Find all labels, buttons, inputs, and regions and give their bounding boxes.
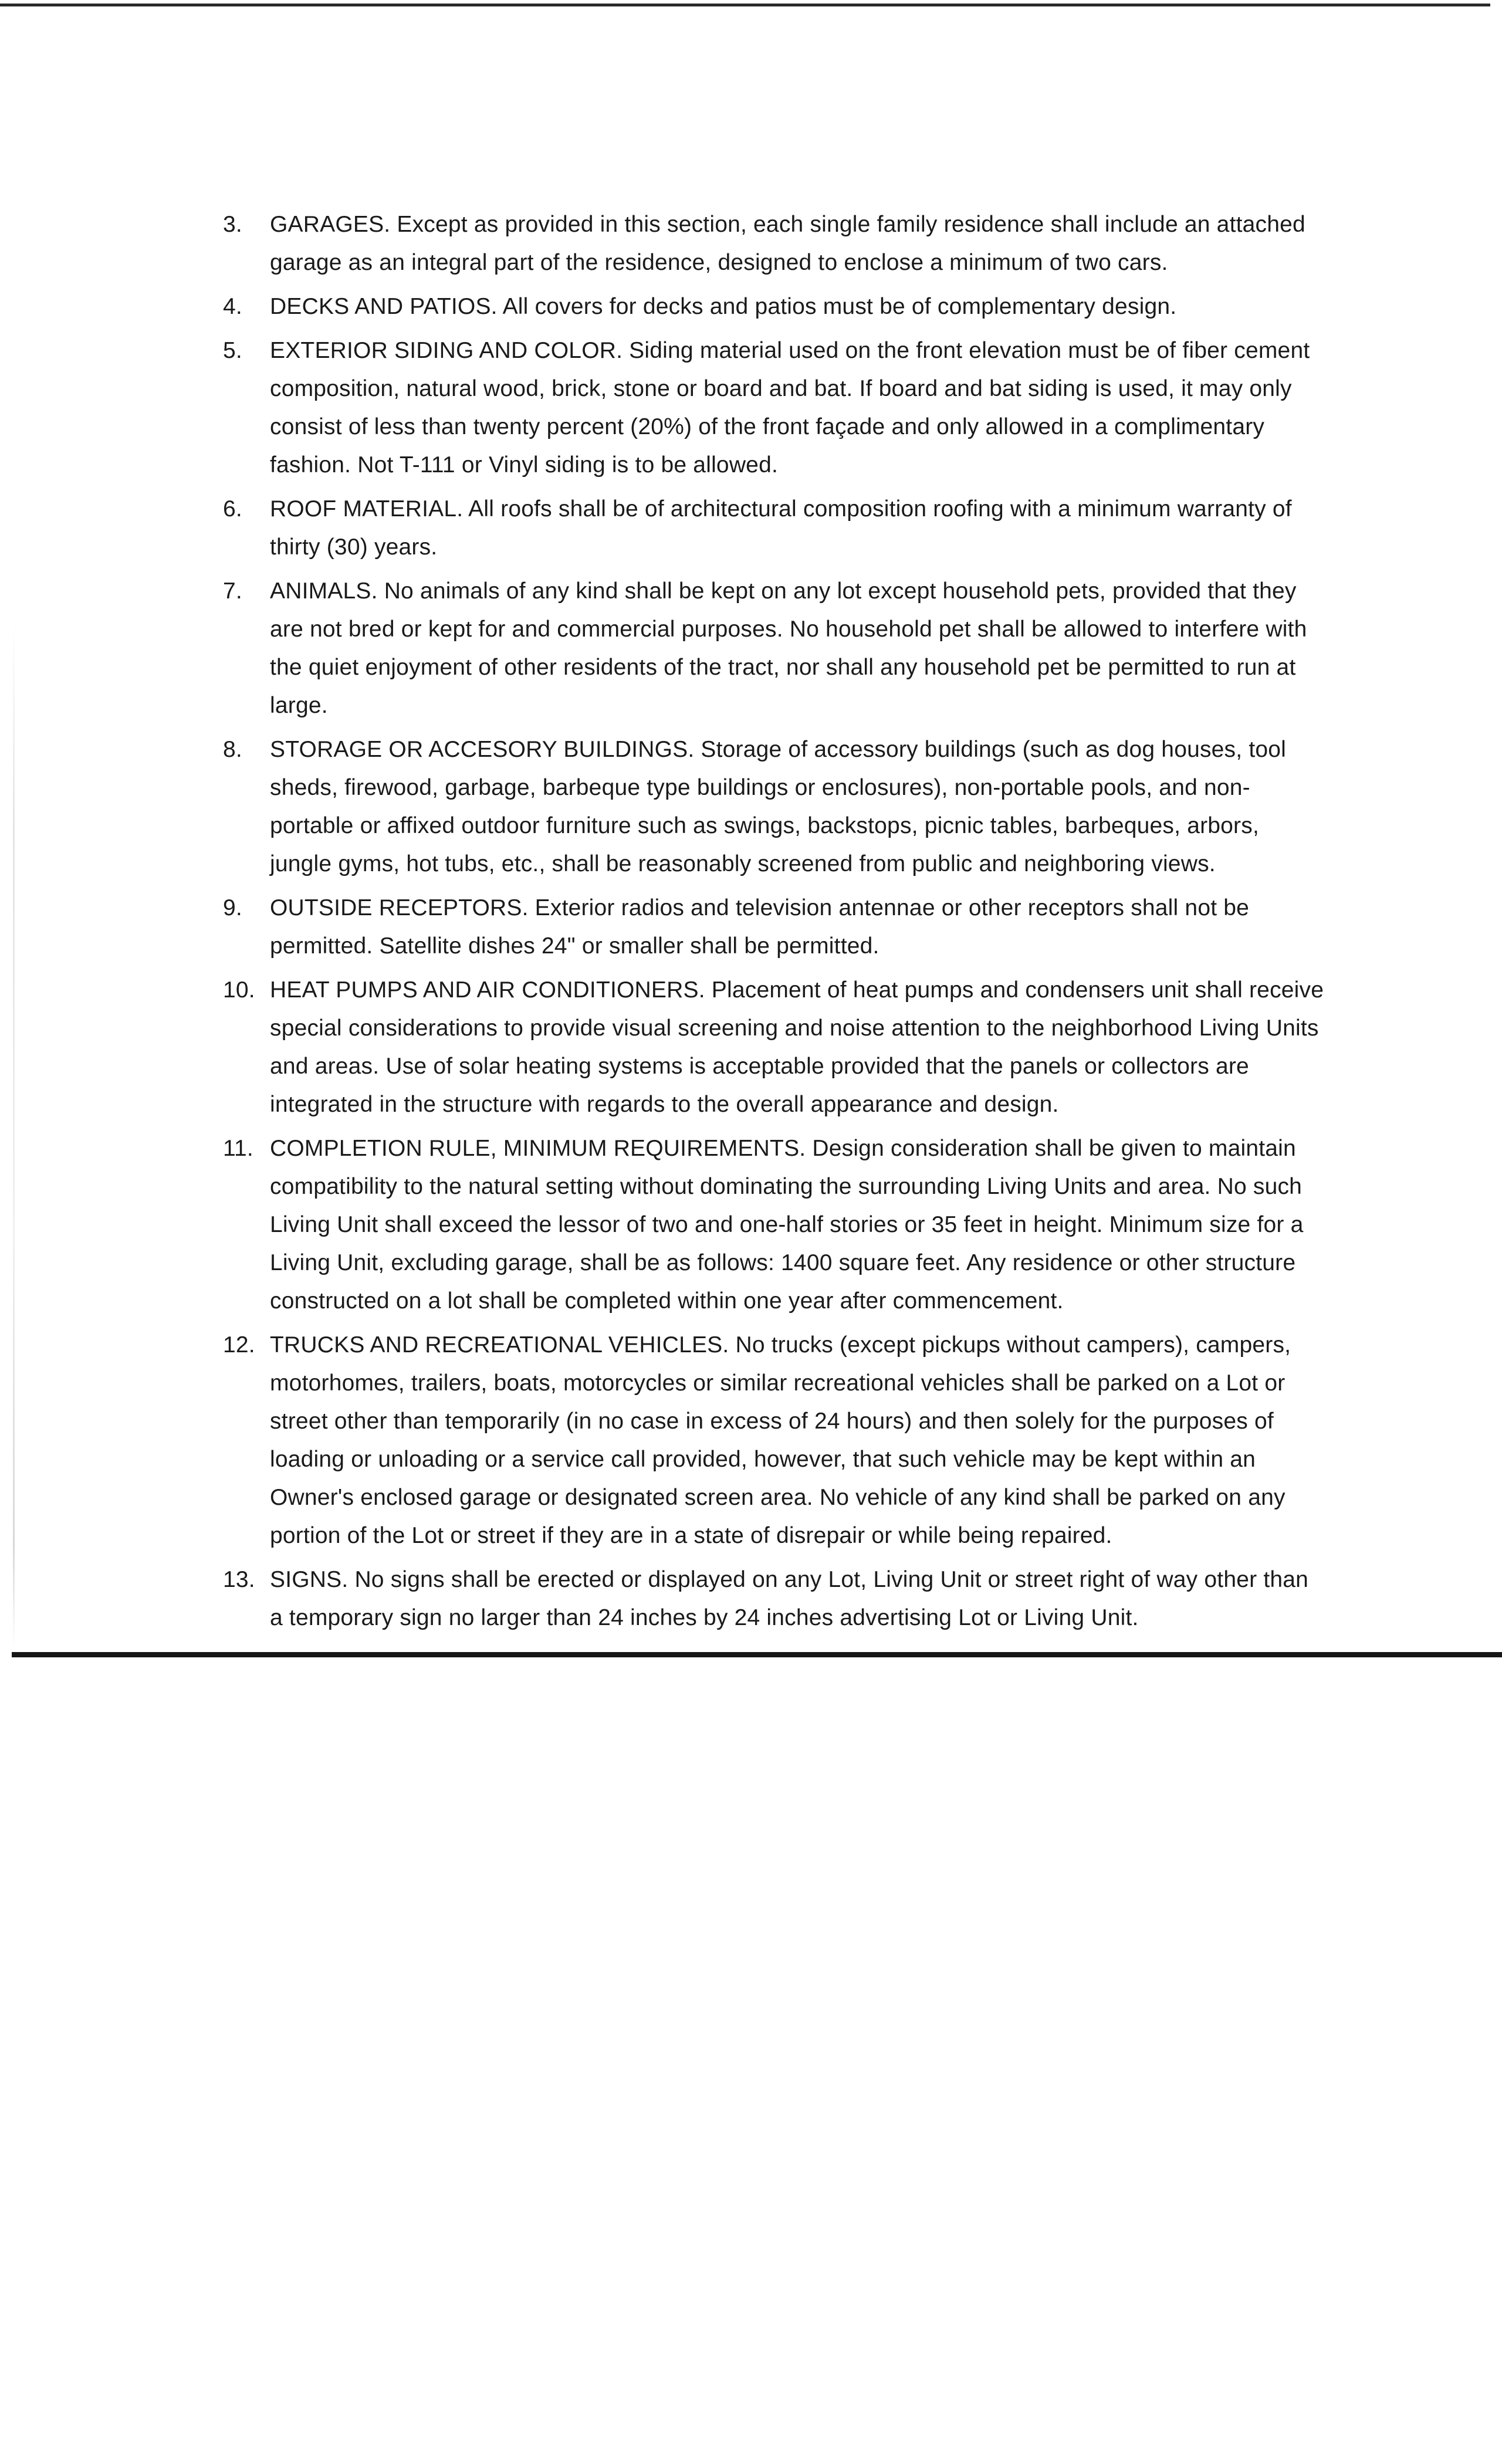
item-heading: GARAGES. bbox=[270, 212, 397, 237]
list-item bbox=[223, 889, 1326, 965]
item-text: Except as provided in this section, each single family residence shall include an attached garage as an integral part of the residence, designed to enclose a minimum of two cars. bbox=[270, 212, 1305, 275]
list-item bbox=[223, 205, 1326, 282]
top-border-line bbox=[0, 4, 1490, 6]
item-number: 6. bbox=[223, 496, 242, 522]
item-number: 4. bbox=[223, 294, 242, 319]
item-text: No animals of any kind shall be kept on any lot except household pets, provided that they are not bred or kept for and commercial purposes. No household pet shall be allowed to interfere with the quiet enjoyment of other residents of the tract, nor shall any household pet be permitted to run at large. bbox=[270, 578, 1307, 718]
item-text: Siding material used on the front elevation must be of fiber cement composition, natural wood, brick, stone or board and bat. If board and bat siding is used, it may only consist of less than twenty percent (20%) of the front façade and only allowed in a complimentary fashion. Not T-111 or Vinyl siding is to be allowed. bbox=[270, 338, 1310, 478]
covenant-list bbox=[223, 205, 1326, 1637]
list-item bbox=[223, 971, 1326, 1123]
item-text: Design consideration shall be given to maintain compatibility to the natural setting without dominating the surrounding Living Units and area. No such Living Unit shall exceed the lessor of two and one-half stories or 35 feet in height. Minimum size for a Living Unit, excluding garage, shall be as follows: 1400 square feet. Any residence or other structure constructed on a lot shall be completed within one year after commencement. bbox=[270, 1136, 1304, 1314]
item-heading: ROOF MATERIAL. bbox=[270, 496, 469, 522]
item-number: 9. bbox=[223, 895, 242, 920]
list-item bbox=[223, 1326, 1326, 1555]
list-item bbox=[223, 1561, 1326, 1637]
list-item bbox=[223, 490, 1326, 566]
item-number: 5. bbox=[223, 338, 242, 363]
item-text: Placement of heat pumps and condensers unit shall receive special considerations to provide visual screening and noise attention to the neighborhood Living Units and areas. Use of solar heating systems is acceptable provided that the panels or collectors are integrated in the structure with regards to the overall appearance and design. bbox=[270, 977, 1324, 1117]
item-heading: ANIMALS. bbox=[270, 578, 384, 604]
document-body bbox=[223, 205, 1326, 1643]
item-heading: EXTERIOR SIDING AND COLOR. bbox=[270, 338, 630, 363]
list-item bbox=[223, 287, 1326, 326]
item-text: No trucks (except pickups without campers), campers, motorhomes, trailers, boats, motorcycles or similar recreational vehicles shall be parked on a Lot or street other than temporarily (in no case in excess of 24 hours) and then solely for the purposes of loading or unloading or a service call provided, however, that such vehicle may be kept within an Owner's enclosed garage or designated screen area. No vehicle of any kind shall be parked on any portion of the Lot or street if they are in a state of disrepair or while being repaired. bbox=[270, 1332, 1291, 1548]
item-number: 7. bbox=[223, 578, 242, 604]
item-heading: COMPLETION RULE, MINIMUM REQUIREMENTS. bbox=[270, 1136, 813, 1161]
list-item bbox=[223, 1129, 1326, 1320]
item-number: 8. bbox=[223, 737, 242, 762]
list-item bbox=[223, 572, 1326, 725]
item-number: 10. bbox=[223, 977, 255, 1003]
item-heading: OUTSIDE RECEPTORS. bbox=[270, 895, 535, 920]
item-heading: TRUCKS AND RECREATIONAL VEHICLES. bbox=[270, 1332, 736, 1358]
list-item bbox=[223, 331, 1326, 484]
item-text: No signs shall be erected or displayed on any Lot, Living Unit or street right of way other than a temporary sign no larger than 24 inches by 24 inches advertising Lot or Living Unit. bbox=[270, 1567, 1309, 1630]
item-text: All roofs shall be of architectural composition roofing with a minimum warranty of thirty (30) years. bbox=[270, 496, 1292, 560]
item-heading: HEAT PUMPS AND AIR CONDITIONERS. bbox=[270, 977, 712, 1003]
bottom-border-line bbox=[12, 1652, 1502, 1657]
item-text: Exterior radios and television antennae or other receptors shall not be permitted. Satellite dishes 24" or smaller shall be permitted. bbox=[270, 895, 1250, 959]
item-number: 13. bbox=[223, 1567, 255, 1592]
item-heading: STORAGE OR ACCESORY BUILDINGS. bbox=[270, 737, 701, 762]
item-number: 11. bbox=[223, 1136, 253, 1161]
item-heading: DECKS AND PATIOS. bbox=[270, 294, 503, 319]
item-text: All covers for decks and patios must be of complementary design. bbox=[502, 294, 1177, 319]
item-text: Storage of accessory buildings (such as dog houses, tool sheds, firewood, garbage, barbeque type buildings or enclosures), non-portable pools, and non-portable or affixed outdoor furniture such as swings, backstops, picnic tables, barbeques, arbors, jungle gyms, hot tubs, etc., shall be reasonably screened from public and neighboring views. bbox=[270, 737, 1287, 876]
list-item bbox=[223, 730, 1326, 883]
scan-edge-shadow bbox=[13, 622, 15, 1649]
item-heading: SIGNS. bbox=[270, 1567, 355, 1592]
item-number: 12. bbox=[223, 1332, 255, 1358]
item-number: 3. bbox=[223, 212, 242, 237]
